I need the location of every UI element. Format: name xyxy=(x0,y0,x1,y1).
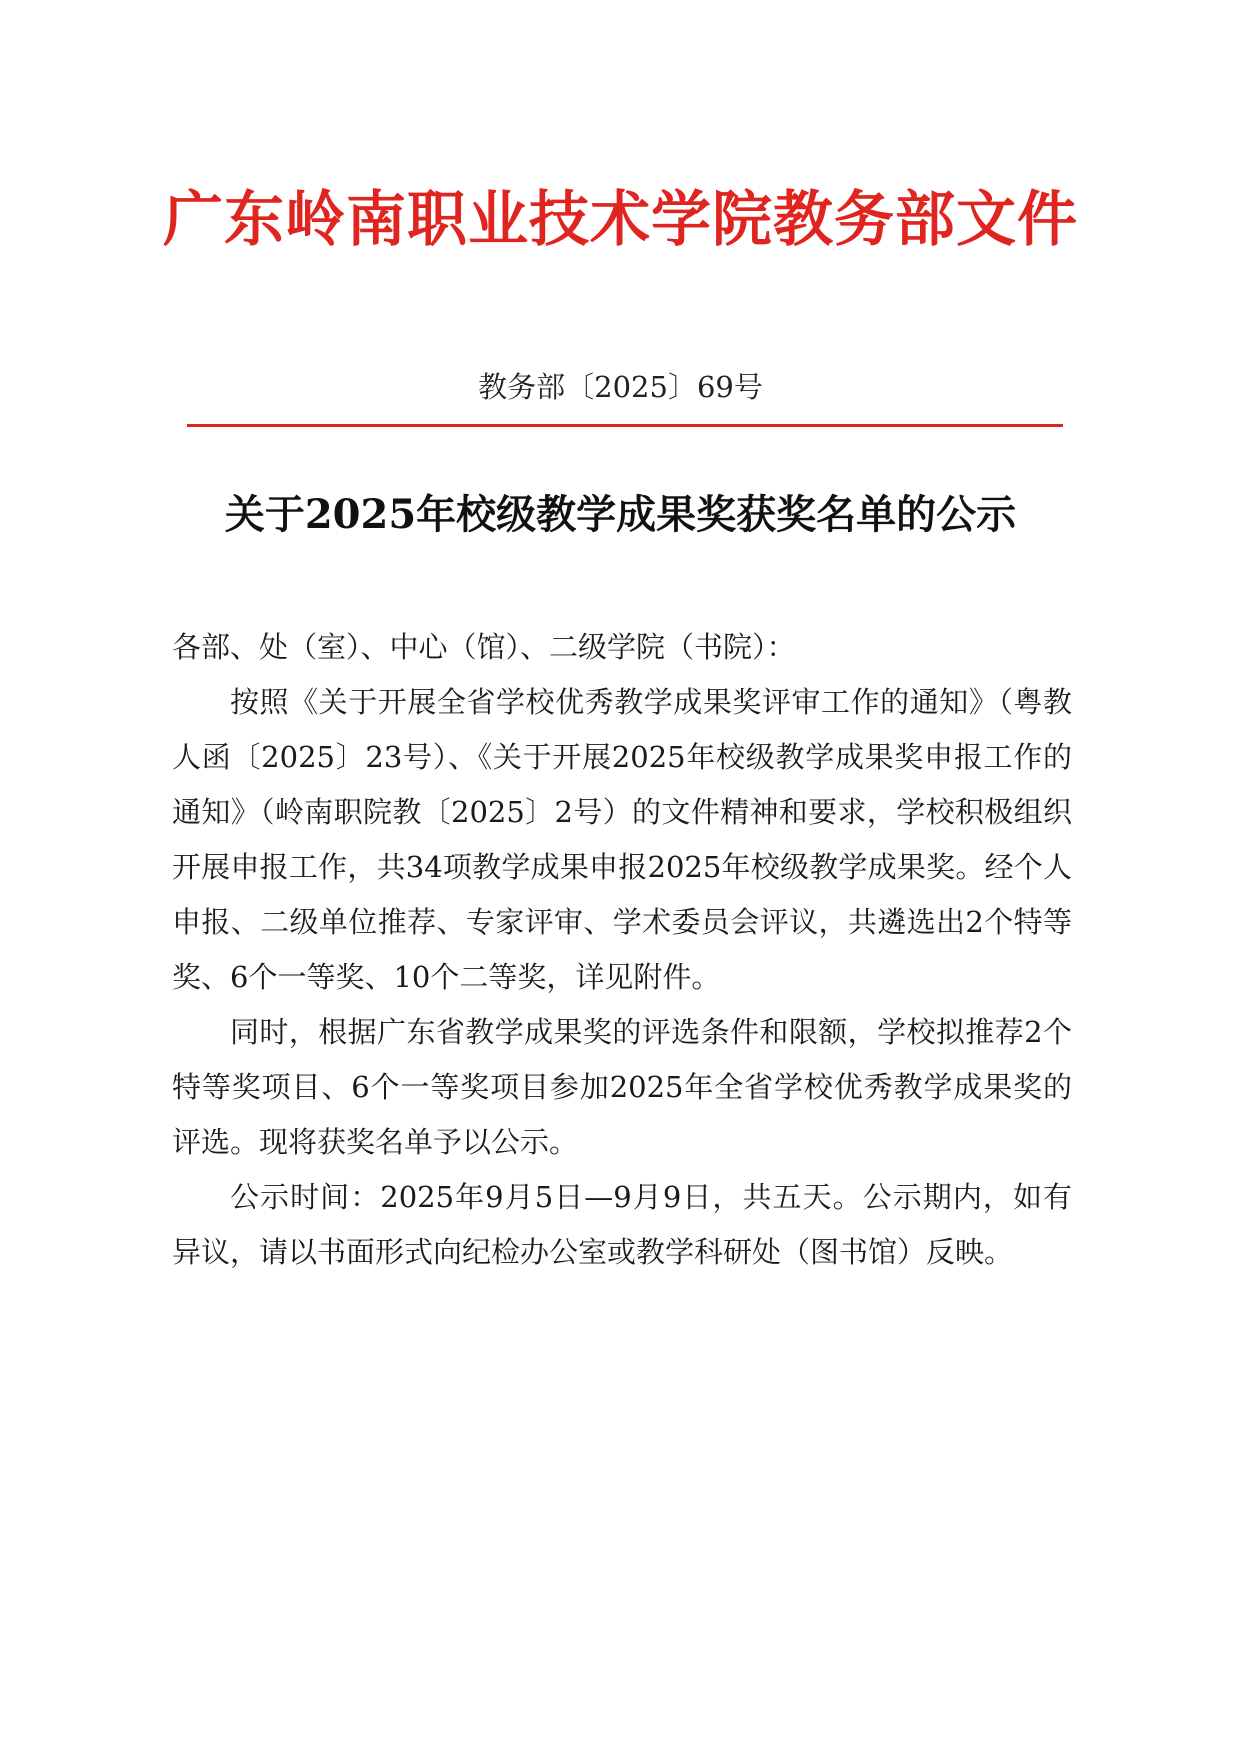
issuing-office-title: 广东岭南职业技术学院教务部文件 xyxy=(163,185,1078,255)
paragraph-3: 公示时间：2025年9月5日—9月9日，共五天。公示期内，如有异议，请以书面形式向纪检办公室或教学科研处（图书馆）反映。 xyxy=(172,1180,1072,1269)
document-number: 教务部〔2025〕69号 xyxy=(478,370,763,404)
notice-body xyxy=(172,620,1072,1280)
paragraph-2: 同时，根据广东省教学成果奖的评选条件和限额，学校拟推荐2个特等奖项目、6个一等奖项目参加2025年全省学校优秀教学成果奖的评选。现将获奖名单予以公示。 xyxy=(172,1015,1072,1159)
red-divider-line xyxy=(187,424,1063,427)
salutation: 各部、处（室）、中心（馆）、二级学院（书院）： xyxy=(172,630,796,664)
paragraph-1: 按照《关于开展全省学校优秀教学成果奖评审工作的通知》（粤教人函〔2025〕23号）、《关于开展2025年校级教学成果奖申报工作的通知》（岭南职院教〔2025〕2号）的文件精神和要求，学校积极组织开展申报工作，共34项教学成果申报2025年校级教学成果奖。经个人申报、二级单位推荐、专家评审、学术委员会评议，共遴选出2个特等奖、6个一等奖、10个二等奖，详见附件。 xyxy=(172,685,1072,994)
notice-title: 关于2025年校级教学成果奖获奖名单的公示 xyxy=(224,491,1017,538)
